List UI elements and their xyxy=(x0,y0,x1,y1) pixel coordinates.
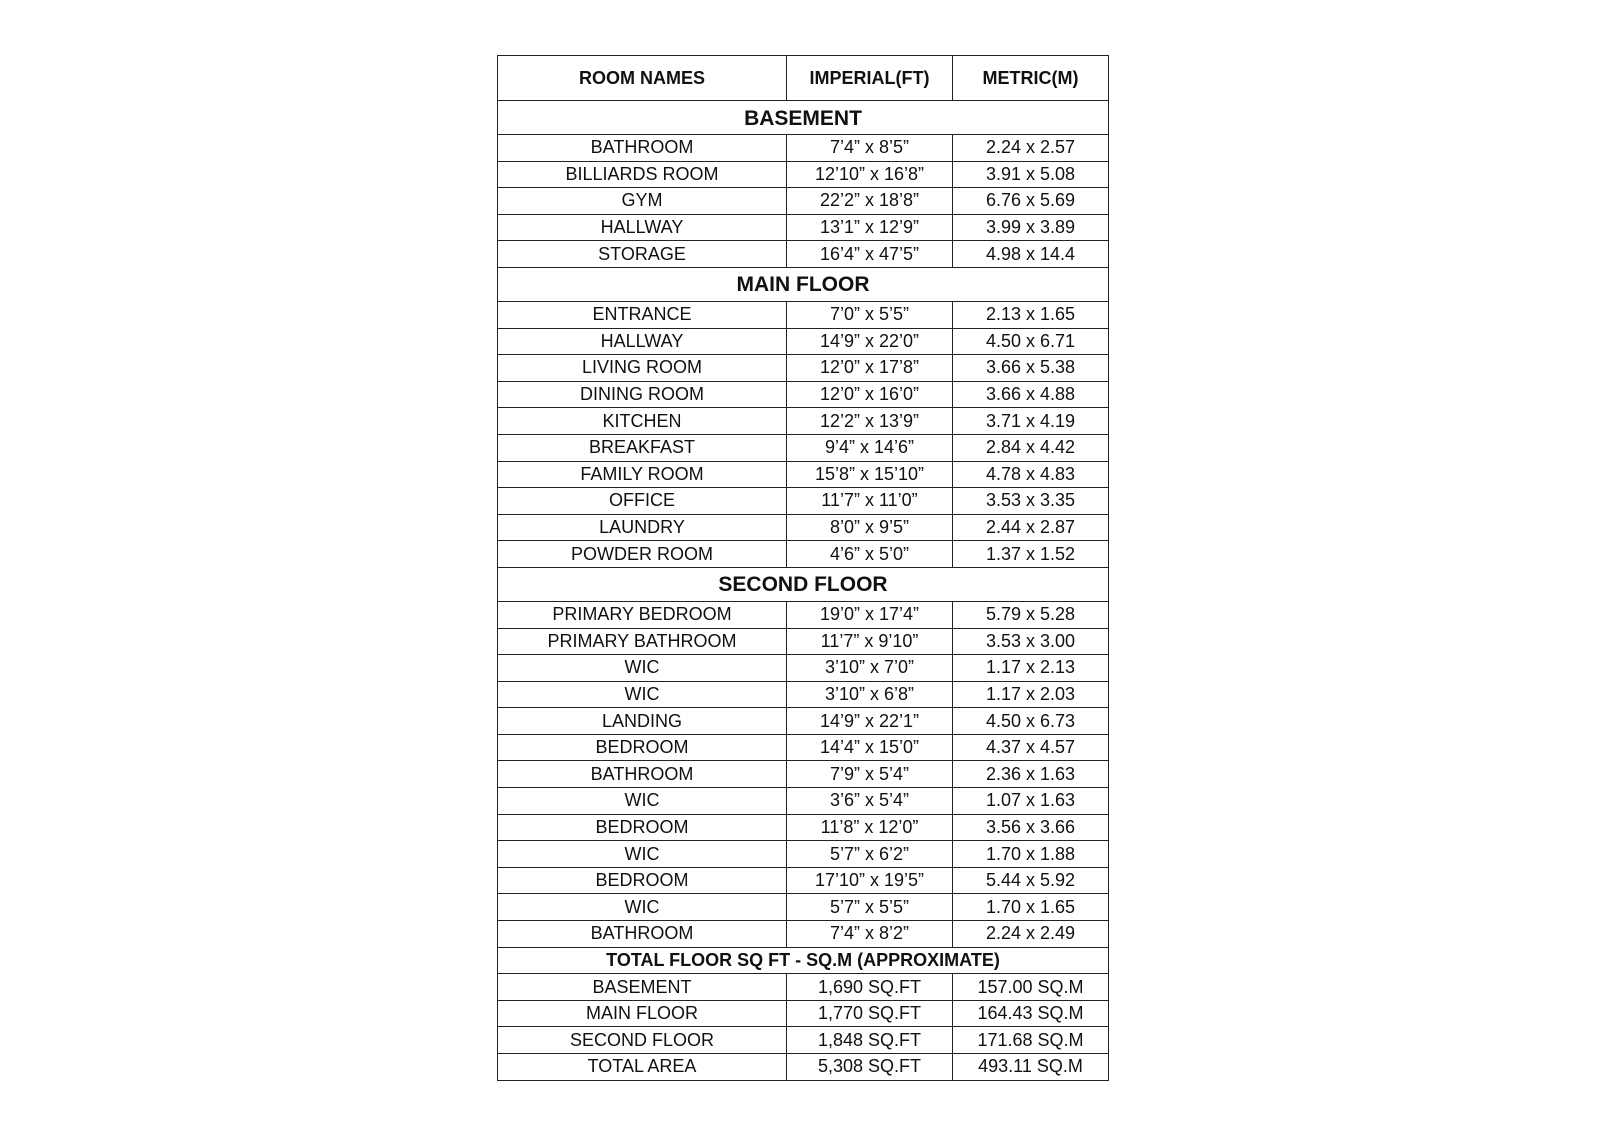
metric-cell: 1.07 x 1.63 xyxy=(953,788,1109,815)
total-row xyxy=(498,1000,1109,1027)
metric-cell: 2.13 x 1.65 xyxy=(953,301,1109,328)
imperial-cell: 22’2” x 18’8” xyxy=(787,188,953,215)
metric-cell: 3.56 x 3.66 xyxy=(953,814,1109,841)
imperial-cell: 5,308 SQ.FT xyxy=(787,1054,953,1081)
second-floor-room-row xyxy=(498,921,1109,948)
metric-cell: 5.44 x 5.92 xyxy=(953,867,1109,894)
imperial-cell: 19’0” x 17’4” xyxy=(787,601,953,628)
second-floor-room-row xyxy=(498,867,1109,894)
second-floor-room-row xyxy=(498,788,1109,815)
main-floor-room-row xyxy=(498,514,1109,541)
imperial-cell: 7’4” x 8’5” xyxy=(787,135,953,162)
section-second-floor-title: SECOND FLOOR xyxy=(498,567,1109,601)
room-name-cell: HALLWAY xyxy=(498,214,787,241)
room-name-cell: PRIMARY BEDROOM xyxy=(498,601,787,628)
metric-cell: 157.00 SQ.M xyxy=(953,974,1109,1001)
basement-room-row xyxy=(498,161,1109,188)
totals-heading xyxy=(498,947,1109,974)
room-name-cell: WIC xyxy=(498,894,787,921)
imperial-cell: 7’9” x 5’4” xyxy=(787,761,953,788)
room-dimensions-table xyxy=(497,55,1109,1081)
main-floor-room-row xyxy=(498,461,1109,488)
metric-cell: 2.44 x 2.87 xyxy=(953,514,1109,541)
metric-cell: 1.17 x 2.03 xyxy=(953,681,1109,708)
imperial-cell: 12’10” x 16’8” xyxy=(787,161,953,188)
metric-cell: 3.66 x 5.38 xyxy=(953,355,1109,382)
imperial-cell: 3’10” x 6’8” xyxy=(787,681,953,708)
metric-cell: 2.36 x 1.63 xyxy=(953,761,1109,788)
imperial-cell: 7’0” x 5’5” xyxy=(787,301,953,328)
second-floor-room-row xyxy=(498,681,1109,708)
room-name-cell: BEDROOM xyxy=(498,814,787,841)
metric-cell: 171.68 SQ.M xyxy=(953,1027,1109,1054)
imperial-cell: 14’4” x 15’0” xyxy=(787,734,953,761)
metric-cell: 3.91 x 5.08 xyxy=(953,161,1109,188)
room-name-cell: PRIMARY BATHROOM xyxy=(498,628,787,655)
main-floor-room-row xyxy=(498,541,1109,568)
metric-cell: 164.43 SQ.M xyxy=(953,1000,1109,1027)
imperial-cell: 12’2” x 13’9” xyxy=(787,408,953,435)
room-name-cell: SECOND FLOOR xyxy=(498,1027,787,1054)
imperial-cell: 1,848 SQ.FT xyxy=(787,1027,953,1054)
metric-cell: 4.50 x 6.71 xyxy=(953,328,1109,355)
room-name-cell: BATHROOM xyxy=(498,761,787,788)
room-name-cell: DINING ROOM xyxy=(498,381,787,408)
basement-room-row xyxy=(498,135,1109,162)
room-name-cell: BILLIARDS ROOM xyxy=(498,161,787,188)
room-name-cell: WIC xyxy=(498,841,787,868)
table-header-row xyxy=(498,56,1109,101)
second-floor-room-row xyxy=(498,655,1109,682)
main-floor-room-row xyxy=(498,355,1109,382)
main-floor-room-row xyxy=(498,301,1109,328)
room-name-cell: BEDROOM xyxy=(498,734,787,761)
imperial-cell: 15’8” x 15’10” xyxy=(787,461,953,488)
header-imperial: IMPERIAL(FT) xyxy=(787,56,953,101)
imperial-cell: 9’4” x 14’6” xyxy=(787,434,953,461)
room-name-cell: STORAGE xyxy=(498,241,787,268)
room-name-cell: OFFICE xyxy=(498,488,787,515)
imperial-cell: 11’7” x 11’0” xyxy=(787,488,953,515)
section-main-floor xyxy=(498,267,1109,301)
section-basement-title: BASEMENT xyxy=(498,101,1109,135)
metric-cell: 1.17 x 2.13 xyxy=(953,655,1109,682)
header-metric: METRIC(M) xyxy=(953,56,1109,101)
metric-cell: 3.66 x 4.88 xyxy=(953,381,1109,408)
room-name-cell: BASEMENT xyxy=(498,974,787,1001)
imperial-cell: 8’0” x 9’5” xyxy=(787,514,953,541)
metric-cell: 3.53 x 3.00 xyxy=(953,628,1109,655)
total-row xyxy=(498,974,1109,1001)
imperial-cell: 11’8” x 12’0” xyxy=(787,814,953,841)
second-floor-room-row xyxy=(498,601,1109,628)
imperial-cell: 1,690 SQ.FT xyxy=(787,974,953,1001)
room-name-cell: WIC xyxy=(498,681,787,708)
room-name-cell: FAMILY ROOM xyxy=(498,461,787,488)
second-floor-room-row xyxy=(498,894,1109,921)
metric-cell: 2.24 x 2.49 xyxy=(953,921,1109,948)
room-name-cell: BATHROOM xyxy=(498,921,787,948)
room-name-cell: BEDROOM xyxy=(498,867,787,894)
metric-cell: 4.98 x 14.4 xyxy=(953,241,1109,268)
second-floor-room-row xyxy=(498,628,1109,655)
room-name-cell: BATHROOM xyxy=(498,135,787,162)
room-name-cell: LIVING ROOM xyxy=(498,355,787,382)
room-name-cell: KITCHEN xyxy=(498,408,787,435)
main-floor-room-row xyxy=(498,408,1109,435)
imperial-cell: 4’6” x 5’0” xyxy=(787,541,953,568)
room-name-cell: WIC xyxy=(498,655,787,682)
second-floor-room-row xyxy=(498,841,1109,868)
basement-room-row xyxy=(498,188,1109,215)
metric-cell: 1.70 x 1.65 xyxy=(953,894,1109,921)
room-name-cell: GYM xyxy=(498,188,787,215)
metric-cell: 4.50 x 6.73 xyxy=(953,708,1109,735)
main-floor-room-row xyxy=(498,328,1109,355)
imperial-cell: 14’9” x 22’1” xyxy=(787,708,953,735)
metric-cell: 2.84 x 4.42 xyxy=(953,434,1109,461)
imperial-cell: 17’10” x 19’5” xyxy=(787,867,953,894)
total-row xyxy=(498,1054,1109,1081)
section-basement xyxy=(498,101,1109,135)
imperial-cell: 14’9” x 22’0” xyxy=(787,328,953,355)
metric-cell: 4.78 x 4.83 xyxy=(953,461,1109,488)
metric-cell: 6.76 x 5.69 xyxy=(953,188,1109,215)
metric-cell: 3.53 x 3.35 xyxy=(953,488,1109,515)
imperial-cell: 3’6” x 5’4” xyxy=(787,788,953,815)
section-second-floor xyxy=(498,567,1109,601)
metric-cell: 2.24 x 2.57 xyxy=(953,135,1109,162)
section-main-floor-title: MAIN FLOOR xyxy=(498,267,1109,301)
room-name-cell: POWDER ROOM xyxy=(498,541,787,568)
imperial-cell: 12’0” x 17’8” xyxy=(787,355,953,382)
second-floor-room-row xyxy=(498,814,1109,841)
metric-cell: 3.99 x 3.89 xyxy=(953,214,1109,241)
second-floor-room-row xyxy=(498,761,1109,788)
basement-room-row xyxy=(498,214,1109,241)
main-floor-room-row xyxy=(498,434,1109,461)
imperial-cell: 16’4” x 47’5” xyxy=(787,241,953,268)
table-body xyxy=(498,101,1109,1081)
total-row xyxy=(498,1027,1109,1054)
imperial-cell: 1,770 SQ.FT xyxy=(787,1000,953,1027)
imperial-cell: 3’10” x 7’0” xyxy=(787,655,953,682)
imperial-cell: 5’7” x 5’5” xyxy=(787,894,953,921)
metric-cell: 493.11 SQ.M xyxy=(953,1054,1109,1081)
metric-cell: 3.71 x 4.19 xyxy=(953,408,1109,435)
metric-cell: 1.70 x 1.88 xyxy=(953,841,1109,868)
basement-room-row xyxy=(498,241,1109,268)
imperial-cell: 11’7” x 9’10” xyxy=(787,628,953,655)
metric-cell: 5.79 x 5.28 xyxy=(953,601,1109,628)
metric-cell: 1.37 x 1.52 xyxy=(953,541,1109,568)
imperial-cell: 13’1” x 12’9” xyxy=(787,214,953,241)
header-room-names: ROOM NAMES xyxy=(498,56,787,101)
imperial-cell: 12’0” x 16’0” xyxy=(787,381,953,408)
totals-heading-title: TOTAL FLOOR SQ FT - SQ.M (APPROXIMATE) xyxy=(498,947,1109,974)
room-name-cell: LAUNDRY xyxy=(498,514,787,541)
metric-cell: 4.37 x 4.57 xyxy=(953,734,1109,761)
room-name-cell: LANDING xyxy=(498,708,787,735)
room-name-cell: ENTRANCE xyxy=(498,301,787,328)
room-name-cell: MAIN FLOOR xyxy=(498,1000,787,1027)
second-floor-room-row xyxy=(498,734,1109,761)
room-name-cell: TOTAL AREA xyxy=(498,1054,787,1081)
imperial-cell: 5’7” x 6’2” xyxy=(787,841,953,868)
main-floor-room-row xyxy=(498,488,1109,515)
room-name-cell: HALLWAY xyxy=(498,328,787,355)
main-floor-room-row xyxy=(498,381,1109,408)
imperial-cell: 7’4” x 8’2” xyxy=(787,921,953,948)
room-name-cell: BREAKFAST xyxy=(498,434,787,461)
room-name-cell: WIC xyxy=(498,788,787,815)
second-floor-room-row xyxy=(498,708,1109,735)
